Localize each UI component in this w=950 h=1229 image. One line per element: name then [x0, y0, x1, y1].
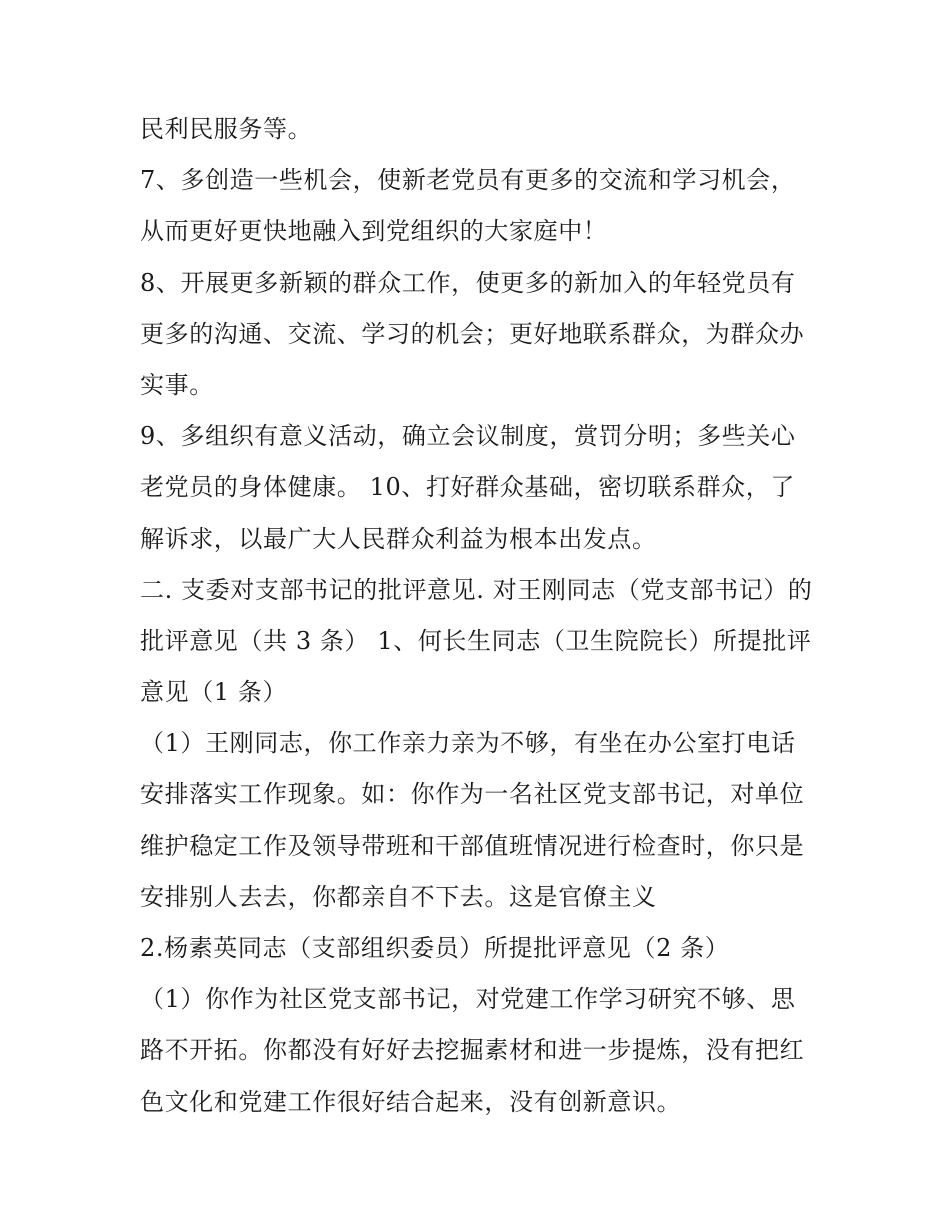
text-line: 2.杨素英同志（支部组织委员）所提批评意见（2 条） — [140, 934, 730, 962]
text-line: 色文化和党建工作很好结合起来，没有创新意识。 — [140, 1087, 682, 1116]
text-line: 8、开展更多新颖的群众工作，使更多的新加入的年轻党员有 — [140, 268, 796, 297]
text-line: 老党员的身体健康。 10、打好群众基础，密切联系群众，了 — [140, 473, 795, 502]
text-line: 实事。 — [140, 370, 214, 399]
text-line: 安排别人去去，你都亲自不下去。这是官僚主义 — [140, 882, 657, 911]
text-line: 路不开拓。你都没有好好去挖掘素材和进一步提炼，没有把红 — [140, 1036, 805, 1065]
text-line: 解诉求，以最广大人民群众利益为根本出发点。 — [140, 524, 657, 553]
text-line: 7、多创造一些机会，使新老党员有更多的交流和学习机会， — [140, 166, 796, 195]
text-line: 更多的沟通、交流、学习的机会；更好地联系群众，为群众办 — [140, 319, 805, 348]
document-body — [140, 104, 830, 1128]
text-line: 批评意见（共 3 条） 1、何长生同志（卫生院院长）所提批评 — [140, 626, 812, 655]
text-line: （1）王刚同志，你工作亲力亲为不够，有坐在办公室打电话 — [140, 729, 796, 758]
text-line: 从而更好更快地融入到党组织的大家庭中！ — [140, 217, 608, 246]
text-line: 安排落实工作现象。如：你作为一名社区党支部书记，对单位 — [140, 780, 805, 809]
text-line: （1）你作为社区党支部书记，对党建工作学习研究不够、思 — [140, 985, 796, 1014]
section-heading-line: 二. 支委对支部书记的批评意见. 对王刚同志（党支部书记）的 — [140, 575, 813, 604]
text-line: 意见（1 条） — [140, 678, 288, 707]
text-line: 维护稳定工作及领导带班和干部值班情况进行检查时，你只是 — [140, 831, 805, 860]
text-line: 民利民服务等。 — [140, 115, 313, 143]
text-line: 9、多组织有意义活动，确立会议制度，赏罚分明；多些关心 — [140, 422, 796, 451]
